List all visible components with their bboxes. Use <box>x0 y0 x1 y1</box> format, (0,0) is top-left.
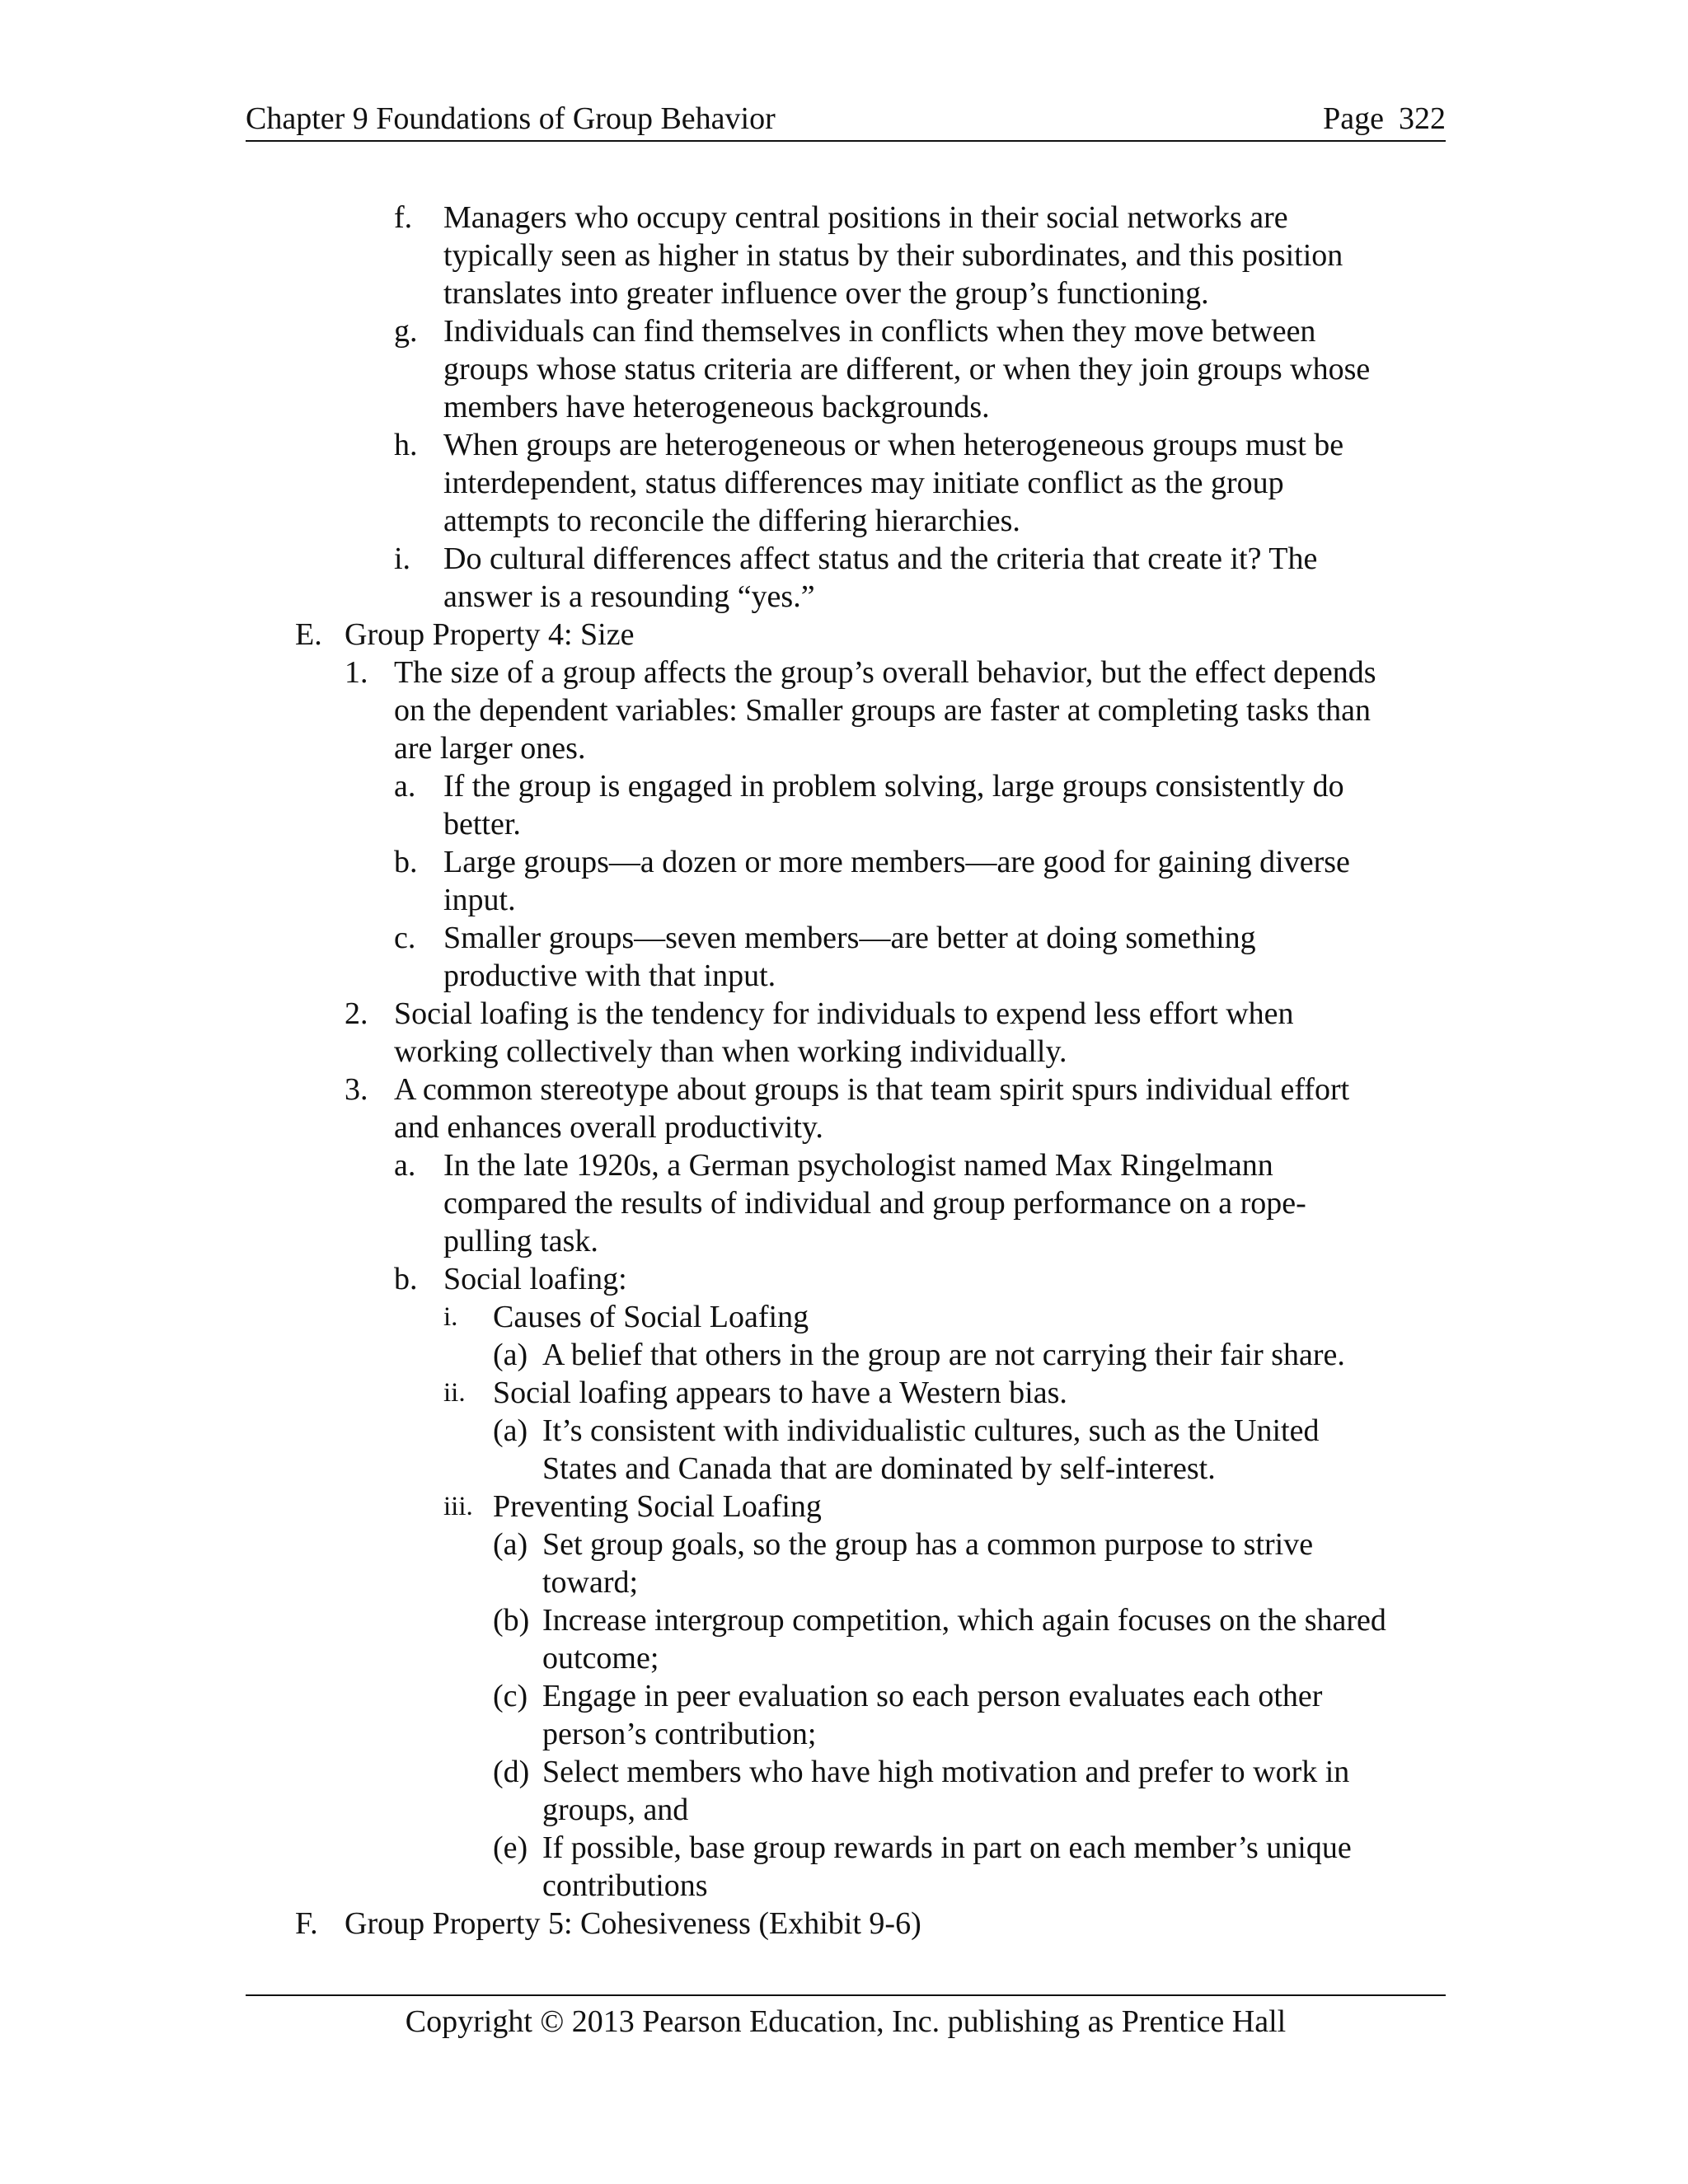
outline-line <box>0 805 1688 843</box>
line-text: Group Property 4: Size <box>345 617 635 652</box>
footer-rule <box>246 1994 1446 1996</box>
list-marker: iii. <box>443 1492 473 1521</box>
outline-line <box>0 957 1688 995</box>
outline-line <box>0 654 1688 691</box>
line-text: States and Canada that are dominated by self-interest. <box>542 1451 1216 1486</box>
outline-line <box>0 1298 1688 1336</box>
outline-line <box>0 1905 1688 1943</box>
outline-line <box>0 350 1688 388</box>
line-text: Social loafing is the tendency for individuals to expend less effort when <box>394 996 1294 1031</box>
outline-line <box>0 691 1688 729</box>
line-text: Individuals can find themselves in conflicts when they move between <box>443 314 1316 349</box>
list-marker: i. <box>443 1302 458 1332</box>
list-marker: ii. <box>443 1378 466 1408</box>
page-header <box>246 97 1446 142</box>
page-number-label <box>1308 97 1446 140</box>
list-marker: g. <box>394 314 418 349</box>
list-marker: (a) <box>493 1338 528 1372</box>
line-text: The size of a group affects the group’s overall behavior, but the effect depends <box>394 655 1376 690</box>
line-text: Causes of Social Loafing <box>493 1300 809 1334</box>
outline-line <box>0 388 1688 426</box>
outline-line <box>0 1374 1688 1412</box>
list-marker: 2. <box>345 996 368 1031</box>
outline-body <box>0 199 1688 1943</box>
outline-line <box>0 1753 1688 1791</box>
outline-line <box>0 1867 1688 1905</box>
line-text: typically seen as higher in status by their subordinates, and this position <box>443 238 1343 273</box>
line-text: In the late 1920s, a German psychologist named Max Ringelmann <box>443 1148 1273 1183</box>
line-text: productive with that input. <box>443 958 776 993</box>
list-marker: (c) <box>493 1679 528 1713</box>
line-text: If the group is engaged in problem solving, large groups consistently do <box>443 769 1344 804</box>
list-marker: b. <box>394 845 418 879</box>
list-marker: a. <box>394 769 416 804</box>
outline-line <box>0 199 1688 237</box>
line-text: When groups are heterogeneous or when heterogeneous groups must be <box>443 428 1344 462</box>
line-text: members have heterogeneous backgrounds. <box>443 390 990 424</box>
outline-line <box>0 237 1688 274</box>
list-marker: E. <box>295 617 322 652</box>
copyright-footer: Copyright © 2013 Pearson Education, Inc. publishing as Prentice Hall <box>405 2004 1287 2039</box>
line-text: toward; <box>542 1565 639 1600</box>
line-text: If possible, base group rewards in part on each member’s unique <box>542 1830 1352 1865</box>
line-text: working collectively than when working individually. <box>394 1034 1067 1069</box>
list-marker: 3. <box>345 1072 368 1107</box>
outline-line <box>0 1146 1688 1184</box>
outline-line <box>0 312 1688 350</box>
outline-line <box>0 1526 1688 1563</box>
line-text: on the dependent variables: Smaller groups are faster at completing tasks than <box>394 693 1372 728</box>
list-marker: f. <box>394 200 413 235</box>
outline-line <box>0 1488 1688 1526</box>
outline-line <box>0 1336 1688 1374</box>
line-text: person’s contribution; <box>542 1717 817 1751</box>
line-text: input. <box>443 883 516 917</box>
list-marker: h. <box>394 428 418 462</box>
outline-line <box>0 502 1688 540</box>
line-text: attempts to reconcile the differing hierarchies. <box>443 504 1020 538</box>
outline-line <box>0 1601 1688 1639</box>
outline-line <box>0 729 1688 767</box>
list-marker: c. <box>394 921 416 955</box>
line-text: Group Property 5: Cohesiveness (Exhibit 9-6) <box>345 1906 921 1941</box>
line-text: pulling task. <box>443 1224 598 1258</box>
line-text: contributions <box>542 1868 708 1903</box>
list-marker: b. <box>394 1262 418 1296</box>
line-text: It’s consistent with individualistic cultures, such as the United <box>542 1413 1320 1448</box>
outline-line <box>0 1563 1688 1601</box>
line-text: groups, and <box>542 1793 689 1827</box>
outline-line <box>0 995 1688 1033</box>
list-marker: (a) <box>493 1413 528 1448</box>
line-text: interdependent, status differences may initiate conflict as the group <box>443 466 1284 500</box>
outline-line <box>0 1791 1688 1829</box>
line-text: Smaller groups—seven members—are better at doing something <box>443 921 1256 955</box>
list-marker: i. <box>394 541 411 576</box>
line-text: Large groups—a dozen or more members—are good for gaining diverse <box>443 845 1350 879</box>
line-text: Engage in peer evaluation so each person evaluates each other <box>542 1679 1323 1713</box>
line-text: Increase intergroup competition, which again focuses on the shared <box>542 1603 1386 1638</box>
outline-line <box>0 1639 1688 1677</box>
line-text: outcome; <box>542 1641 659 1675</box>
line-text: Social loafing: <box>443 1262 627 1296</box>
page-number: 322 <box>1399 101 1446 136</box>
outline-line <box>0 1222 1688 1260</box>
outline-line <box>0 1033 1688 1071</box>
page-label: Page <box>1323 101 1384 136</box>
outline-line <box>0 767 1688 805</box>
outline-line <box>0 464 1688 502</box>
line-text: Do cultural differences affect status and the criteria that create it? The <box>443 541 1318 576</box>
line-text: better. <box>443 807 521 841</box>
outline-line <box>0 1677 1688 1715</box>
list-marker: F. <box>295 1906 318 1941</box>
outline-line <box>0 1184 1688 1222</box>
outline-line <box>0 426 1688 464</box>
line-text: Managers who occupy central positions in their social networks are <box>443 200 1288 235</box>
outline-line <box>0 1450 1688 1488</box>
outline-line <box>0 919 1688 957</box>
line-text: Preventing Social Loafing <box>493 1489 822 1524</box>
outline-line <box>0 843 1688 881</box>
line-text: translates into greater influence over the group’s functioning. <box>443 276 1209 311</box>
outline-line <box>0 1260 1688 1298</box>
line-text: compared the results of individual and group performance on a rope- <box>443 1186 1306 1221</box>
line-text: Social loafing appears to have a Western bias. <box>493 1376 1067 1410</box>
list-marker: a. <box>394 1148 416 1183</box>
list-marker: 1. <box>345 655 368 690</box>
line-text: Select members who have high motivation and prefer to work in <box>542 1755 1350 1789</box>
line-text: groups whose status criteria are different, or when they join groups whose <box>443 352 1371 387</box>
outline-line <box>0 1829 1688 1867</box>
outline-line <box>0 1412 1688 1450</box>
outline-line <box>0 274 1688 312</box>
line-text: A belief that others in the group are not carrying their fair share. <box>542 1338 1345 1372</box>
outline-line <box>0 881 1688 919</box>
outline-line <box>0 540 1688 578</box>
line-text: are larger ones. <box>394 731 586 766</box>
list-marker: (e) <box>493 1830 528 1865</box>
chapter-title: Chapter 9 Foundations of Group Behavior <box>246 101 776 136</box>
line-text: A common stereotype about groups is that team spirit spurs individual effort <box>394 1072 1350 1107</box>
line-text: and enhances overall productivity. <box>394 1110 823 1145</box>
list-marker: (b) <box>493 1603 530 1638</box>
outline-line <box>0 1071 1688 1108</box>
line-text: Set group goals, so the group has a common purpose to strive <box>542 1527 1314 1562</box>
line-text: answer is a resounding “yes.” <box>443 579 815 614</box>
list-marker: (a) <box>493 1527 528 1562</box>
outline-line <box>0 616 1688 654</box>
outline-line <box>0 1108 1688 1146</box>
outline-line <box>0 578 1688 616</box>
list-marker: (d) <box>493 1755 530 1789</box>
outline-line <box>0 1715 1688 1753</box>
